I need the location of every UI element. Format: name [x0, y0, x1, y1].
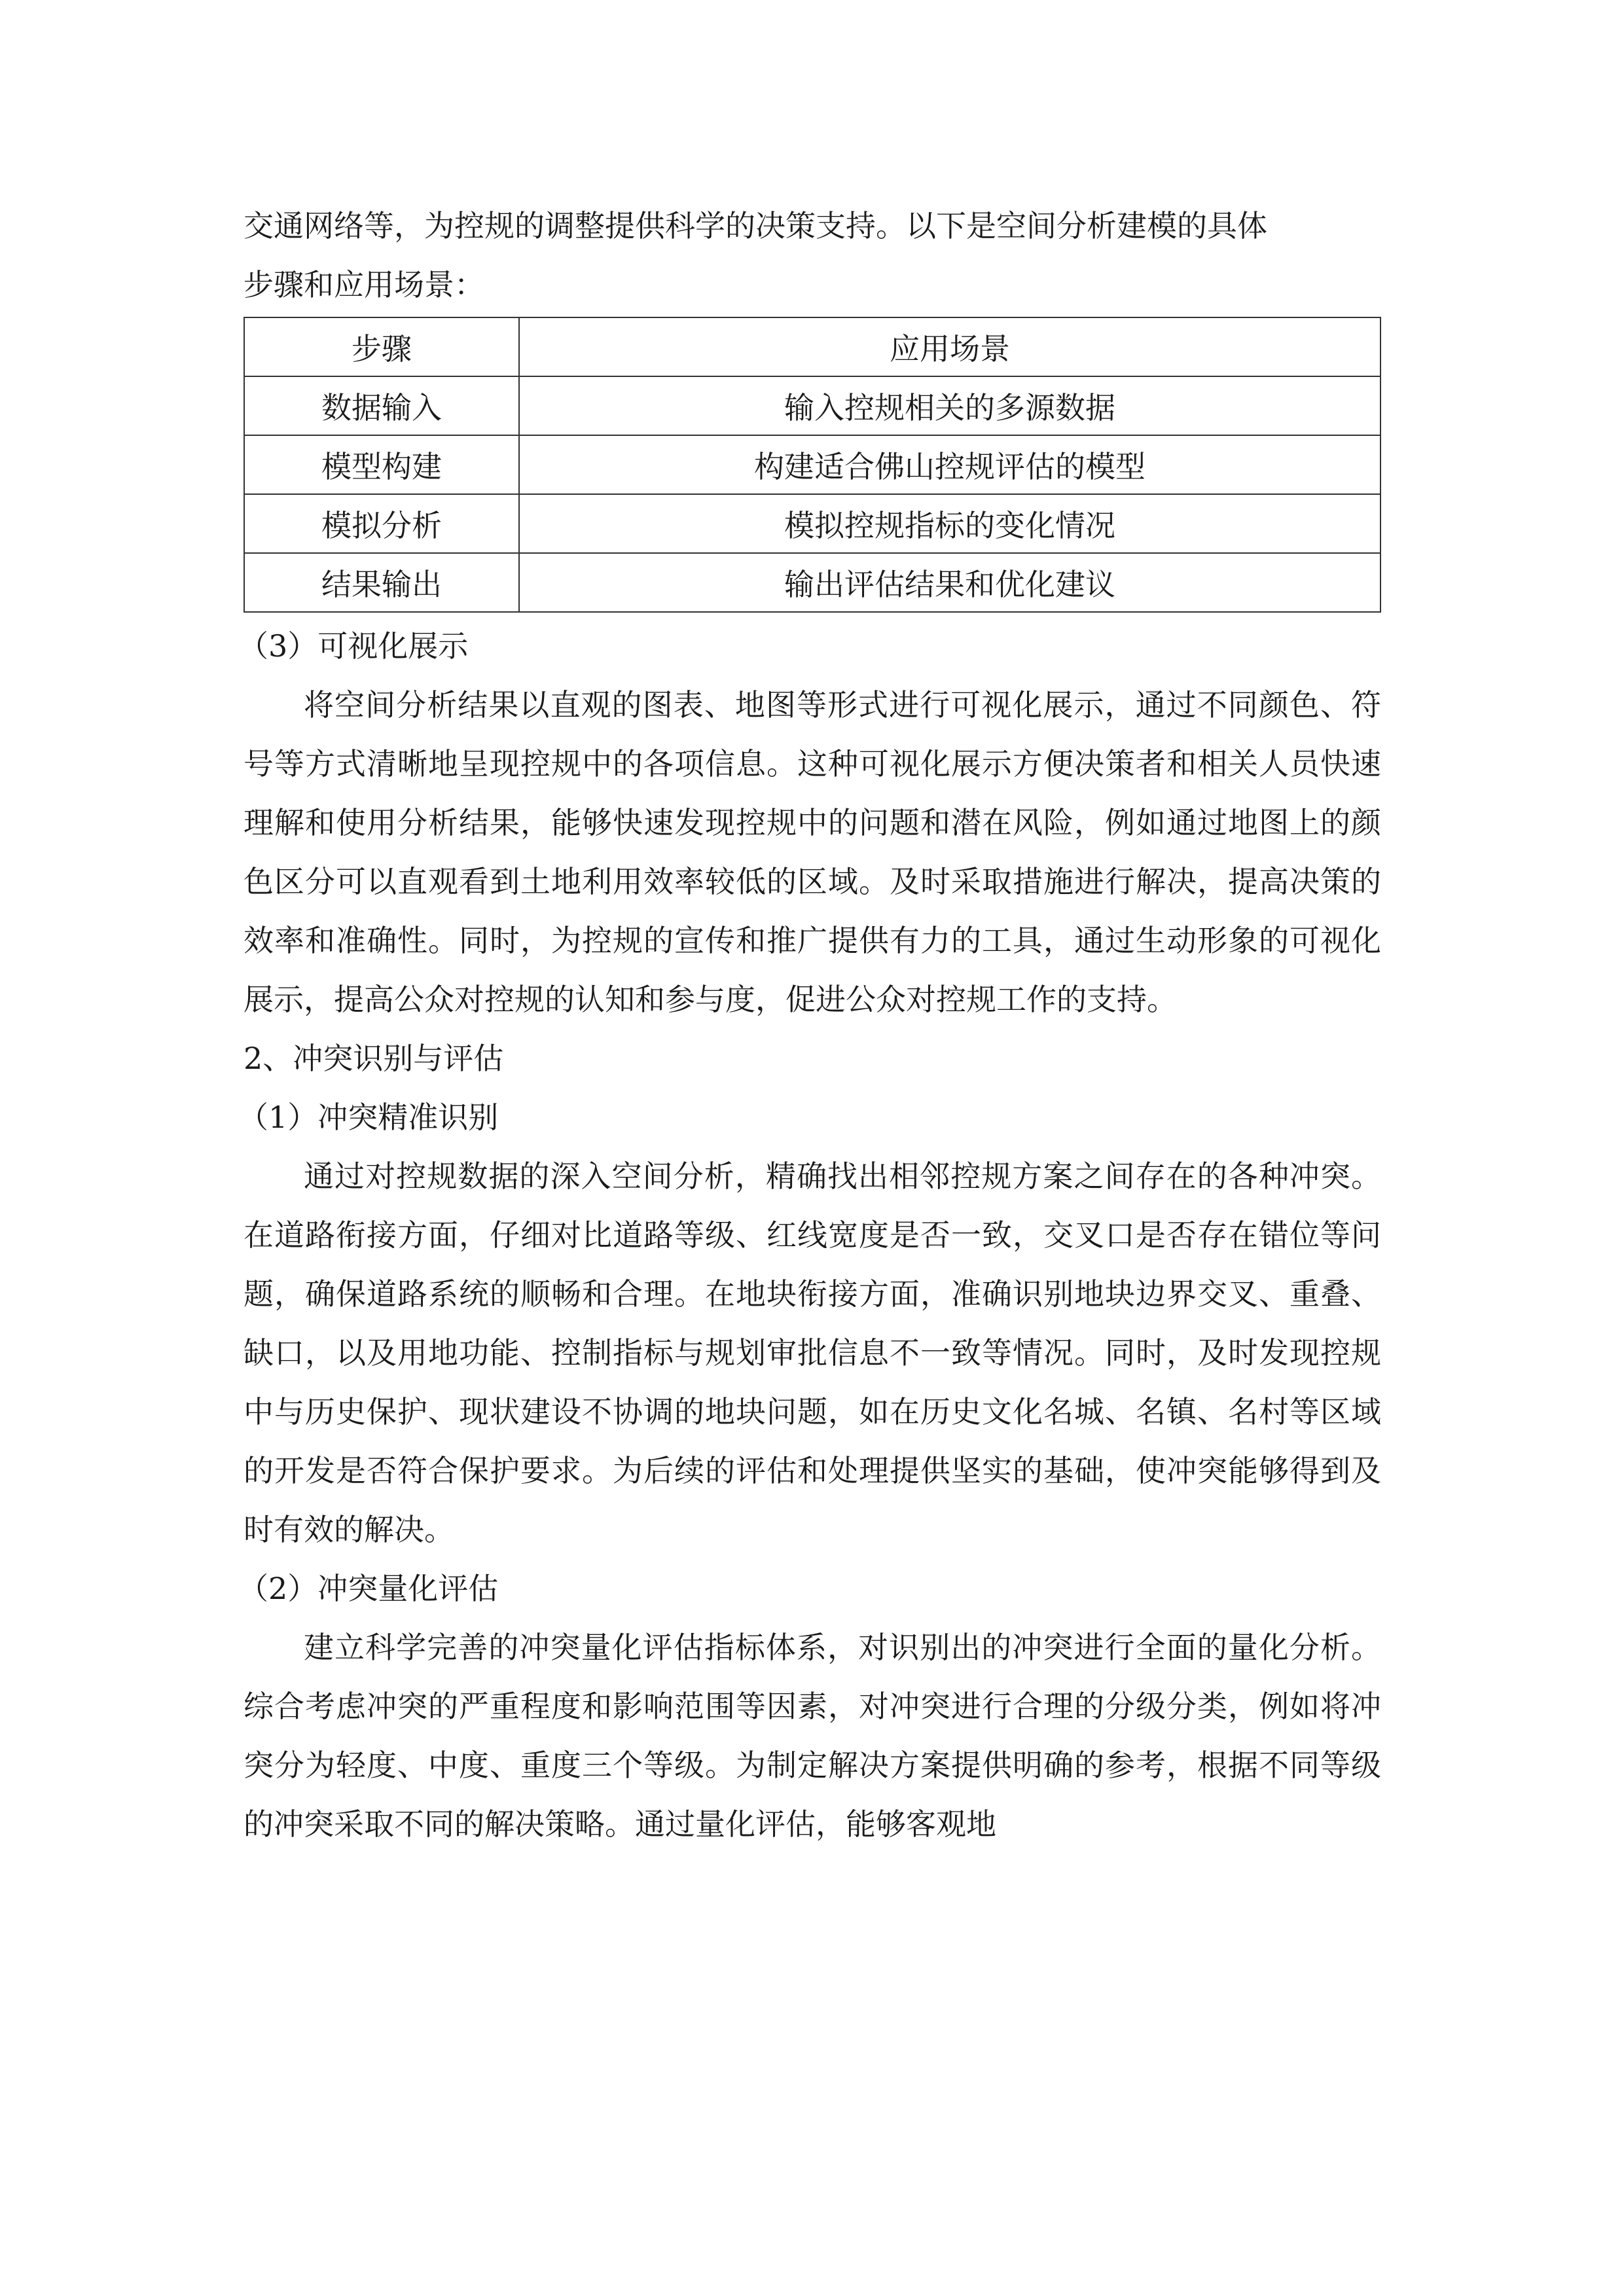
- intro-line-1: 交通网络等，为控规的调整提供科学的决策支持。以下是空间分析建模的具体: [244, 208, 1267, 243]
- table-row: [244, 494, 1380, 553]
- document-page: [238, 196, 1381, 1854]
- table-row: [244, 435, 1380, 494]
- paragraph-conflict-identification: 通过对控规数据的深入空间分析，精确找出相邻控规方案之间存在的各种冲突。在道路衔接方面，仔细对比道路等级、红线宽度是否一致，交叉口是否存在错位等问题，确保道路系统的顺畅和合理。在地块衔接方面，准确识别地块边界交叉、重叠、缺口，以及用地功能、控制指标与规划审批信息不一致等情况。同时，及时发现控规中与历史保护、现状建设不协调的地块问题，如在历史文化名城、名镇、名村等区域的开发是否符合保护要求。为后续的评估和处理提供坚实的基础，使冲突能够得到及时有效的解决。: [244, 1158, 1381, 1547]
- subheading-conflict-evaluation: （2）冲突量化评估: [238, 1571, 499, 1606]
- steps-table: [244, 317, 1381, 613]
- table-cell-scenario: 构建适合佛山控规评估的模型: [519, 435, 1380, 494]
- table-cell-step: 结果输出: [244, 553, 519, 612]
- paragraph-conflict-evaluation: 建立科学完善的冲突量化评估指标体系，对识别出的冲突进行全面的量化分析。综合考虑冲突的严重程度和影响范围等因素，对冲突进行合理的分级分类，例如将冲突分为轻度、中度、重度三个等级。为制定解决方案提供明确的参考，根据不同等级的冲突采取不同的解决策略。通过量化评估，能够客观地: [244, 1630, 1381, 1842]
- intro-line-2: 步骤和应用场景：: [244, 267, 484, 302]
- table-row: [244, 553, 1380, 612]
- table-cell-step: 模拟分析: [244, 494, 519, 553]
- table-row: [244, 376, 1380, 435]
- table-header-row: [244, 317, 1380, 376]
- paragraph-visualization: 将空间分析结果以直观的图表、地图等形式进行可视化展示，通过不同颜色、符号等方式清晰地呈现控规中的各项信息。这种可视化展示方便决策者和相关人员快速理解和使用分析结果，能够快速发现控规中的问题和潜在风险，例如通过地图上的颜色区分可以直观看到土地利用效率较低的区域。及时采取措施进行解决，提高决策的效率和准确性。同时，为控规的宣传和推广提供有力的工具，通过生动形象的可视化展示，提高公众对控规的认知和参与度，促进公众对控规工作的支持。: [244, 687, 1381, 1017]
- table-cell-scenario: 输出评估结果和优化建议: [519, 553, 1380, 612]
- table-cell-step: 数据输入: [244, 376, 519, 435]
- table-cell-scenario: 模拟控规指标的变化情况: [519, 494, 1380, 553]
- subheading-conflict-identification: （1）冲突精准识别: [238, 1100, 499, 1135]
- table-header-scenario: 应用场景: [519, 317, 1380, 376]
- table-cell-step: 模型构建: [244, 435, 519, 494]
- section-heading-conflict: 2、冲突识别与评估: [244, 1041, 504, 1076]
- table-cell-scenario: 输入控规相关的多源数据: [519, 376, 1380, 435]
- section-heading-visualization: （3）可视化展示: [238, 628, 469, 664]
- table-header-step: 步骤: [244, 317, 519, 376]
